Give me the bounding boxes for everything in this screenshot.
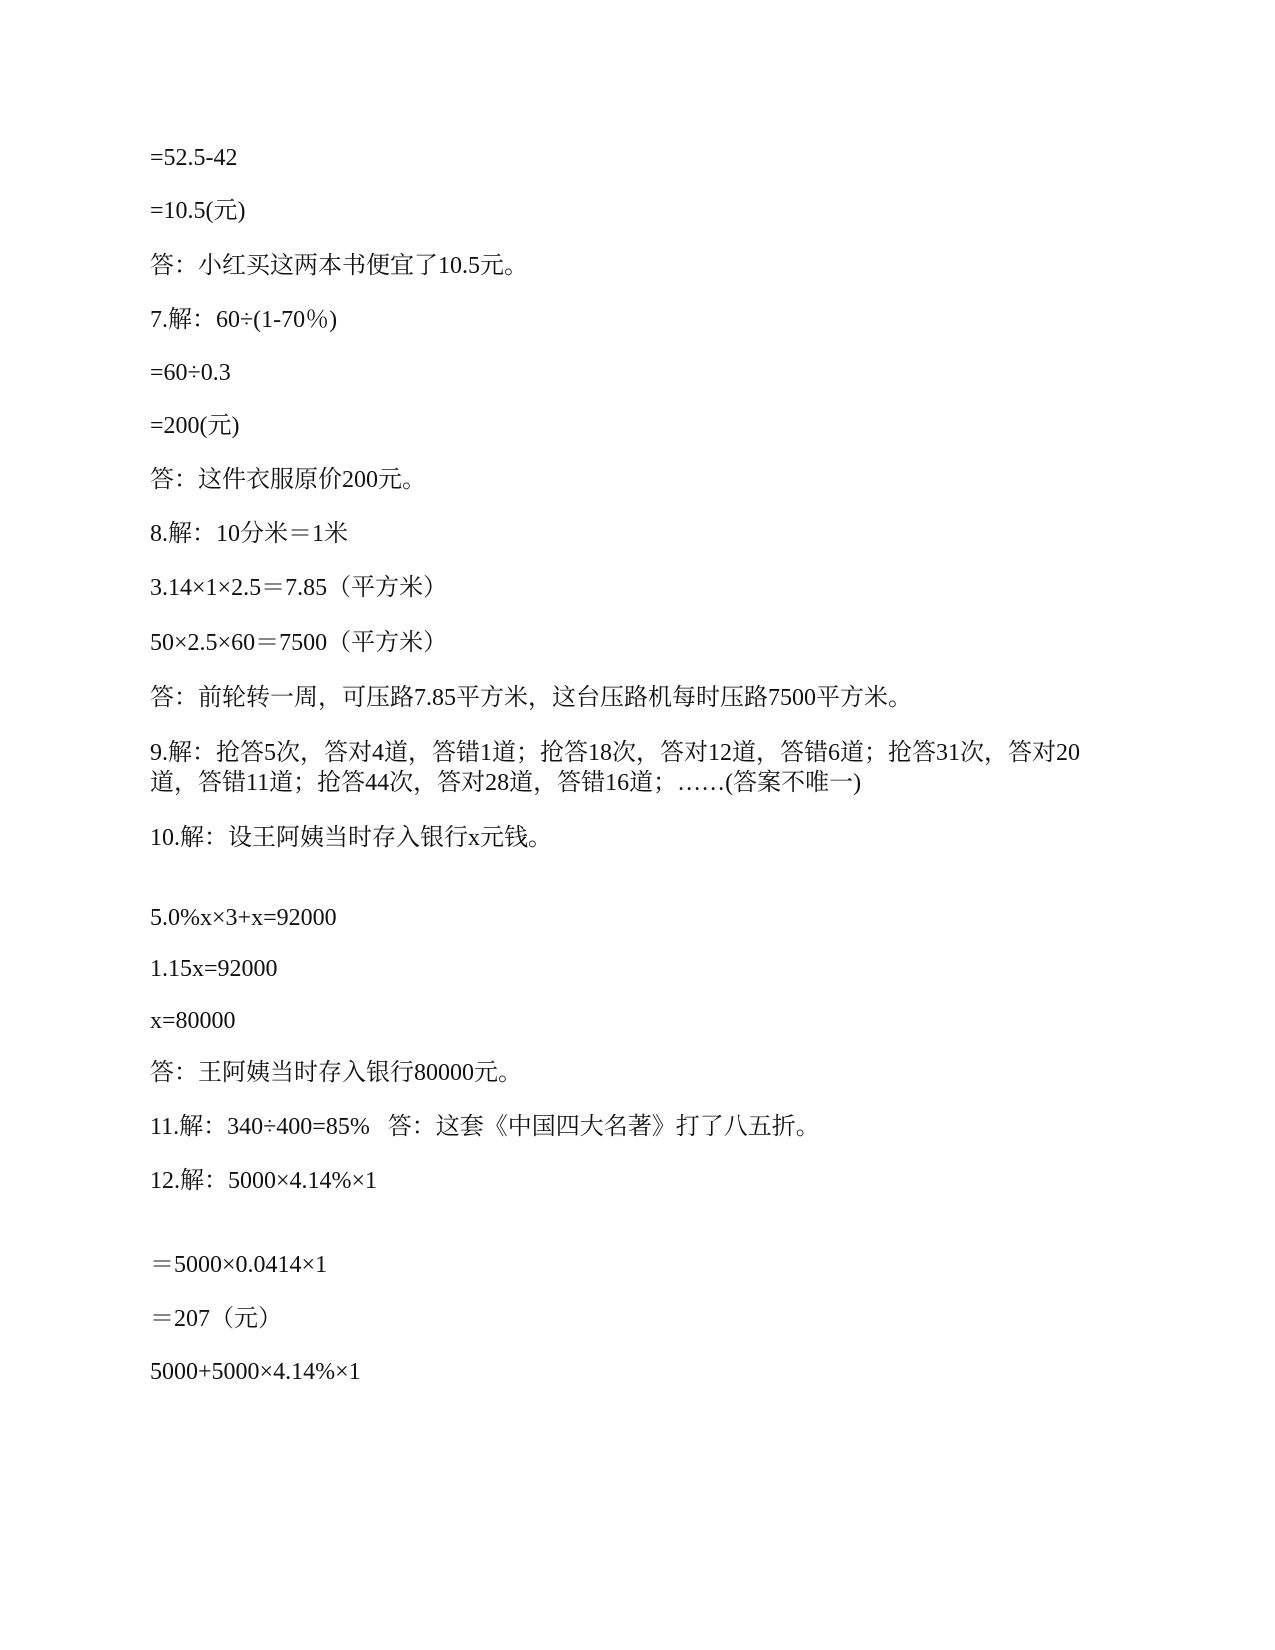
problem-10-solution: 10.解：设王阿姨当时存入银行x元钱。 (150, 825, 552, 851)
calc-line-result: ＝207（元） (150, 1306, 282, 1332)
calc-line-price-difference: =52.5-42 (150, 145, 238, 171)
calc-line: 3.14×1×2.5＝7.85（平方米） (150, 575, 448, 601)
calc-line: ＝5000×0.0414×1 (150, 1252, 328, 1278)
calc-line-result: =200(元) (150, 413, 240, 439)
calc-line: 5000+5000×4.14%×1 (150, 1359, 361, 1385)
answer-line: 答：小红买这两本书便宜了10.5元。 (150, 253, 528, 279)
equation-line: 1.15x=92000 (150, 956, 278, 982)
problem-8-solution: 8.解：10分米＝1米 (150, 521, 348, 547)
answer-line: 答：这件衣服原价200元。 (150, 467, 426, 493)
problem-9-solution: 9.解：抢答5次，答对4道，答错1道；抢答18次，答对12道，答错6道；抢答31次，答对20道，答错11道；抢答44次，答对28道，答错16道；……(答案不唯一) (150, 740, 1080, 796)
problem-12-solution: 12.解：5000×4.14%×1 (150, 1168, 378, 1194)
answer-line: 答：王阿姨当时存入银行80000元。 (150, 1060, 522, 1086)
equation-line: 5.0%x×3+x=92000 (150, 905, 337, 931)
problem-7-solution: 7.解：60÷(1-70％) (150, 307, 338, 333)
equation-line: x=80000 (150, 1008, 236, 1034)
answer-line: 答：前轮转一周，可压路7.85平方米，这台压路机每时压路7500平方米。 (150, 685, 912, 711)
calc-line: 50×2.5×60＝7500（平方米） (150, 630, 448, 656)
problem-11-solution: 11.解：340÷400=85% 答：这套《中国四大名著》打了八五折。 (150, 1114, 820, 1140)
calc-line: =60÷0.3 (150, 360, 231, 386)
calc-line-result: =10.5(元) (150, 198, 246, 224)
